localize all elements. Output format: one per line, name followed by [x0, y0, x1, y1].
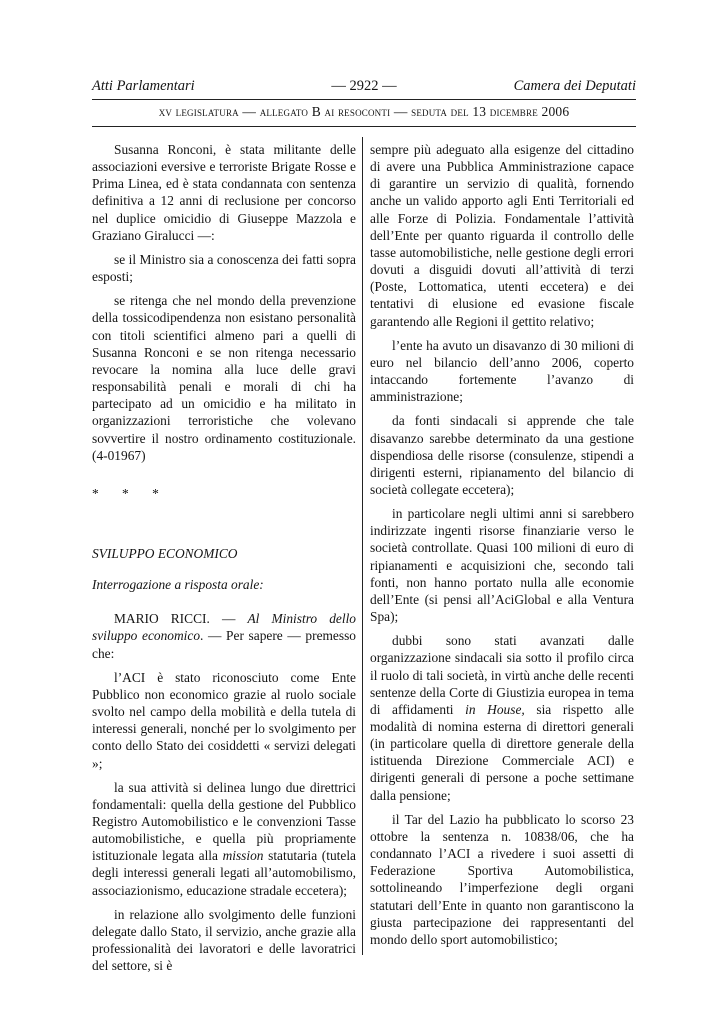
- right-column: [370, 141, 634, 955]
- page-number: — 2922 —: [331, 78, 397, 94]
- paragraph: se ritenga che nel mondo della prevenzione della tossicodipendenza non esistano personalità con titoli scientifici almeno pari a quelli di Susanna Ronconi e se non ritenga necessario revocare la nomina alla luce delle gravi responsabilità penali e morali di chi ha partecipato ad un omicidio e ha militato in organizzazioni terroristiche che volevano sovvertire il nostro ordinamento costituzionale. (4-01967): [92, 293, 356, 463]
- left-column: [92, 141, 356, 981]
- addressee: Al Ministro dello sviluppo economico: [92, 611, 356, 644]
- paragraph: l’ente ha avuto un disavanzo di 30 milioni di euro nel bilancio dell’anno 2006, coperto intaccando fortemente l’avanzo di amministrazione;: [370, 337, 634, 405]
- paragraph: da fonti sindacali si apprende che tale disavanzo sarebbe determinato da una gestione dispendiosa delle risorse (consulenze, stipendi a dirigenti esterni, ripianamento del bilancio di società collegate eccetera);: [370, 413, 634, 497]
- paragraph: l’ACI è stato riconosciuto come Ente Pubblico non economico grazie al ruolo sociale svolto nel campo della mobilità e della tutela di interessi generali, nonché per lo svolgimento per conto dello Stato dei cosiddetti « servizi delegati »;: [92, 669, 356, 771]
- paragraph: la sua attività si delinea lungo due direttrici fondamentali: quella della gestione del Pubblico Registro Automobilistico e le convenzioni Tasse automobilistiche, e quella più propriamente istituzionale legata alla mission statutaria (tutela degli interessi generali legati all’automobilismo, associazionismo, educazione stradale eccetera);: [92, 779, 356, 898]
- header-right-title: Camera dei Deputati: [513, 78, 636, 94]
- page-header: [92, 78, 636, 98]
- column-divider: [362, 137, 363, 955]
- paragraph: in relazione allo svolgimento delle funzioni delegate dallo Stato, il servizio, anche grazie alla professionalità dei lavoratori e delle lavoratrici del settore, si è: [92, 906, 356, 974]
- header-rule-top: [92, 99, 636, 100]
- author-name: MARIO RICCI.: [114, 611, 210, 627]
- header-left-title: Atti Parlamentari: [92, 78, 195, 94]
- section-title: SVILUPPO ECONOMICO: [92, 545, 238, 561]
- paragraph: in particolare negli ultimi anni si sarebbero indirizzate ingenti risorse finanziarie verso le società controllate. Quasi 100 milioni di euro di ripianamenti e acquisizioni che, secondo tali fonti, non hanno portato nulla alle economie dell’Ente (si pensi all’AciGlobal e alla Ventura Spa);: [370, 506, 634, 625]
- paragraph: dubbi sono stati avanzati dalle organizzazione sindacali sia sotto il profilo circa il ruolo di tali società, in virtù anche delle recenti sentenze della Corte di Giustizia europea in tema di affidamenti in House, sia rispetto alle modalità di nomina esterna di direttori generali (in particolare quella di direttore generale della istituenda Direzione Commerciale ACI) e dirigenti generali di persone a poche settimane dalla pensione;: [370, 633, 634, 803]
- paragraph: sempre più adeguato alla esigenze del cittadino di avere una Pubblica Amministrazione capace di garantire un servizio di qualità, fornendo anche un valido apporto agli Enti Territoriali ed alle Forze di Polizia. Fondamentale l’attività dell’Ente per quanto riguarda il controllo delle tasse automobilistiche, nelle gestione degli errori dovuti a disguidi dovuti all’attività di terzi (Poste, Lottomatica, utenti eccetera) e dei tentativi di elusione ed evasione fiscale garantendo alle Regioni il gettito relativo;: [370, 142, 634, 329]
- header-rule-bottom: [92, 126, 636, 127]
- mission-term: mission: [222, 848, 264, 864]
- interrogation-intro: MARIO RICCI. — Al Ministro dello sviluppo economico. — Per sapere — premesso che:: [92, 611, 356, 661]
- paragraph: se il Ministro sia a conoscenza dei fatti sopra esposti;: [92, 251, 356, 285]
- header-subtitle: xv legislatura — allegato B ai resoconti — seduta del 13 dicembre 2006: [158, 104, 570, 119]
- section-separator: * * *: [92, 485, 169, 501]
- paragraph: Susanna Ronconi, è stata militante delle associazioni eversive e terroriste Brigate Rosse e Prima Linea, ed è stata condannata con sentenza definitiva a 12 anni di reclusione per concorso nel duplice omicidio di Giuseppe Mazzola e Graziano Giralucci —:: [92, 142, 356, 243]
- interrogation-type: Interrogazione a risposta orale:: [92, 577, 264, 593]
- in-house-term: in House,: [465, 701, 525, 717]
- paragraph: il Tar del Lazio ha pubblicato lo scorso 23 ottobre la sentenza n. 10838/06, che ha condannato l’ACI a rivedere i suoi assetti di Federazione Sportiva Automobilistica, sottolineando l’imperfezione degli organi statutari dell’Ente in quanto non garantiscono la giusta partecipazione dei rappresentanti del mondo dello sport automobilistico;: [370, 811, 634, 947]
- intro-text: . — Per sapere — premesso che:: [92, 628, 356, 661]
